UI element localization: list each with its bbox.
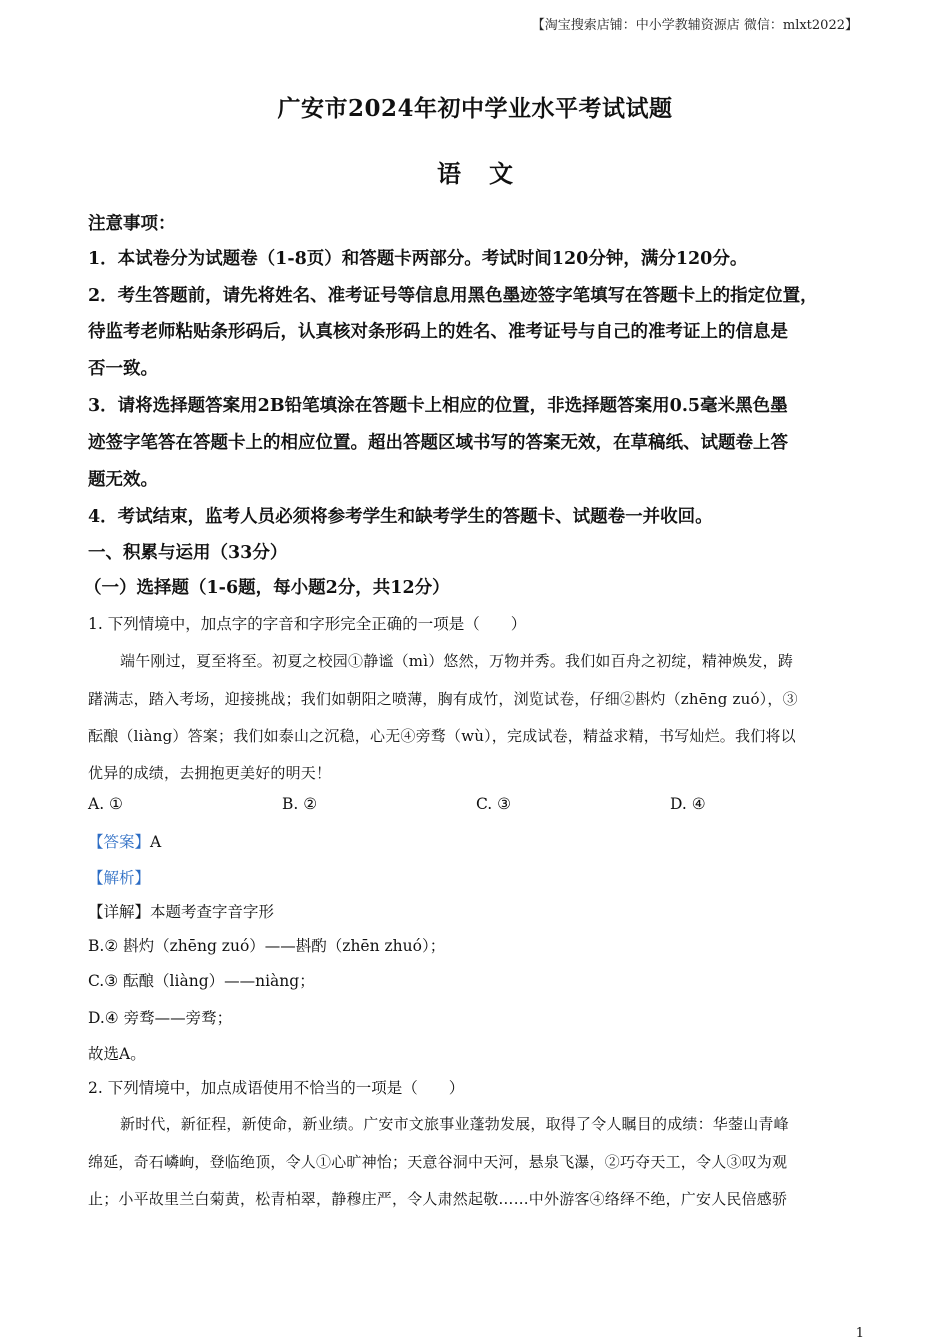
question-2-stem: 2. 下列情境中，加点成语使用不恰当的一项是（ ） [88,1079,465,1097]
option-a[interactable]: A. ① [88,795,123,813]
section-heading: 一、积累与运用（33分） [88,543,288,563]
notice-line: 待监考老师粘贴条形码后，认真核对条形码上的姓名、准考证号与自己的准考证上的信息是 [88,322,788,342]
option-b[interactable]: B. ② [282,795,318,813]
question-1-passage: 端午刚过，夏至将至。初夏之校园①静谧（mì）悠然，万物并秀。我们如百舟之初绽，精神焕发，踌 [120,652,794,670]
subsection-heading: （一）选择题（1-6题，每小题2分，共12分） [84,578,450,598]
notice-line: 迹签字笔答在答题卡上的相应位置。超出答题区域书写的答案无效，在草稿纸、试题卷上答 [88,433,788,453]
notice-line: 2．考生答题前，请先将姓名、准考证号等信息用黑色墨迹签字笔填写在答题卡上的指定位置， [88,286,818,306]
question-2-passage: 止；小平故里兰白菊黄，松青柏翠，静穆庄严，令人肃然起敬……中外游客④络绎不绝，广安人民倍感骄 [88,1190,788,1208]
exam-title: 广安市2024年初中学业水平考试试题 [277,95,673,122]
page-number: 1 [855,1326,864,1341]
question-2-passage: 新时代，新征程，新使命，新业绩。广安市文旅事业蓬勃发展，取得了令人瞩目的成绩：华蓥山青峰 [120,1115,789,1133]
question-2-passage: 绵延，奇石嶙峋，登临绝顶，令人①心旷神怡；天意谷洞中天河，悬泉飞瀑，②巧夺天工，令人③叹为观 [88,1153,788,1171]
detail-line: C.③ 酝酿（liàng）——niàng； [88,972,315,990]
option-d[interactable]: D. ④ [670,795,706,813]
subject-title: 语文 [437,159,541,188]
answer-line [88,830,161,852]
question-1-passage: 优异的成绩，去拥抱更美好的明天！ [88,764,332,782]
notice-line: 3．请将选择题答案用2B铅笔填涂在答题卡上相应的位置，非选择题答案用0.5毫米黑色墨 [88,396,788,416]
notice-line: 1．本试卷分为试题卷（1-8页）和答题卡两部分。考试时间120分钟，满分120分。 [88,249,748,269]
question-1-passage: 躇满志，踏入考场，迎接挑战；我们如朝阳之喷薄，胸有成竹，浏览试卷，仔细②斟灼（zhēng zuó），③ [88,690,798,708]
question-1-passage: 酝酿（liàng）答案；我们如泰山之沉稳，心无④旁骛（wù），完成试卷，精益求精，书写灿烂。我们将以 [88,727,796,745]
detail-line: B.② 斟灼（zhēng zuó）——斟酌（zhēn zhuó）； [88,937,446,955]
detail-line: 故选A。 [88,1045,146,1063]
answer-value: A [150,833,162,851]
notice-heading: 注意事项： [88,214,176,234]
notice-line: 4．考试结束，监考人员必须将参考学生和缺考学生的答题卡、试题卷一并收回。 [88,507,713,527]
analysis-label: 【解析】 [88,869,151,887]
question-1-stem: 1. 下列情境中，加点字的字音和字形完全正确的一项是（ ） [88,615,527,633]
option-c[interactable]: C. ③ [476,795,512,813]
notice-line: 题无效。 [88,470,158,490]
detail-line: D.④ 旁骛——旁骛； [88,1009,233,1027]
notice-line: 否一致。 [88,359,158,379]
header-note: 【淘宝搜索店铺：中小学教辅资源店 微信：mlxt2022】 [531,18,858,33]
detail-line: 【详解】本题考查字音字形 [88,903,275,921]
answer-label: 【答案】 [88,833,151,851]
